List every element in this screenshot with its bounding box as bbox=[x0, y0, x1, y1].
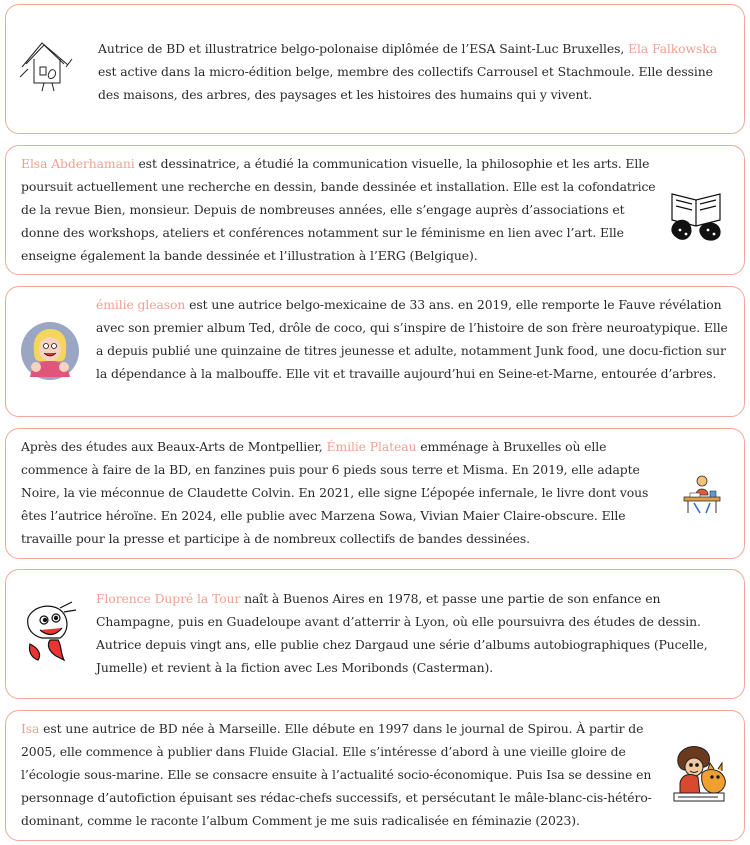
author-card bbox=[5, 286, 745, 417]
author-name: Florence Dupré la Tour bbox=[96, 591, 241, 606]
author-card bbox=[5, 569, 745, 699]
sketch-house-drawing-icon bbox=[16, 37, 76, 97]
person-at-desk-icon bbox=[680, 473, 726, 515]
author-bio: Après des études aux Beaux-Arts de Montpellier, Émilie Plateau emménage à Bruxelles où elle commence à faire de la BD, en fanzines puis pour 6 pieds sous terre et Misma. En 2019, elle adapte Noire, la vie méconnue de Claudette Colvin. En 2021, elle signe L’épopée infernale, le livre dont vous êtes l’autrice héroïne. En 2024, elle publie avec Marzena Sowa, Vivian Maier Claire-obscure. Elle travaille pour la presse et participe à de nombreux collectifs de bandes dessinées. bbox=[21, 439, 649, 546]
cartoon-face-icon bbox=[20, 600, 80, 664]
author-name: Émilie Plateau bbox=[326, 439, 417, 454]
author-name: Elsa Abderhamani bbox=[21, 156, 135, 171]
reading-person-icon bbox=[666, 184, 726, 244]
author-name: Isa bbox=[21, 721, 40, 736]
author-card bbox=[5, 4, 745, 134]
author-name: émilie gleason bbox=[96, 297, 186, 312]
portrait-avatar-icon bbox=[20, 321, 80, 381]
author-bio: Autrice de BD et illustratrice belgo-polonaise diplômée de l’ESA Saint-Luc Bruxelles, Ela Falkowska est active dans la micro-édition belge, membre des collectifs Carrousel et Stachmoule. Elle dessine des maisons, des arbres, des paysages et les histoires des humains qui y vivent. bbox=[98, 41, 717, 102]
author-bio: Elsa Abderhamani est dessinatrice, a étudié la communication visuelle, la philosophie et les arts. Elle poursuit actuellement une recherche en dessin, bande dessinée et installation. Elle est la cofondatrice de la revue Bien, monsieur. Depuis de nombreuses années, elle s’engage auprès d’associations et donne des workshops, ateliers et conférences notamment sur le féminisme en lien avec l’art. Elle enseigne également la bande dessinée et l’illustration à l’ERG (Belgique). bbox=[21, 156, 656, 263]
author-bio: émilie gleason est une autrice belgo-mexicaine de 33 ans. en 2019, elle remporte le Fauve révélation avec son premier album Ted, drôle de coco, qui s’inspire de l’histoire de son frère neuroatypique. Elle a depuis publié une quinzaine de titres jeunesse et adulte, notamment Junk food, une docu-fiction sur la dépendance à la malbouffe. Elle vit et travaille aujourd’hui en Seine-et-Marne, entourée d’arbres. bbox=[96, 297, 728, 381]
author-bio: Isa est une autrice de BD née à Marseille. Elle débute en 1997 dans le journal de Spirou. À partir de 2005, elle commence à publier dans Fluide Glacial. Elle s’intéresse d’abord à une vieille gloire de l’écologie sous-marine. Elle se consacre ensuite à l’actualité socio-économique. Puis Isa se dessine en personnage d’autofiction épuisant ses rédac-chefs successifs, et persécutant le mâle-blanc-cis-hétéro-dominant, comme le raconte l’album Comment je me suis radicalisée en féminazie (2023). bbox=[21, 721, 652, 828]
author-card bbox=[5, 710, 745, 841]
author-card bbox=[5, 428, 745, 559]
author-bio: Florence Dupré la Tour naît à Buenos Aires en 1978, et passe une partie de son enfance en Champagne, puis en Guadeloupe avant d’atterrir à Lyon, où elle poursuivra des études de dessin. Autrice depuis vingt ans, elle publie chez Dargaud une série d’albums autobiographiques (Pucelle, Jumelle) et revient à la fiction avec Les Moribonds (Casterman). bbox=[96, 591, 708, 675]
author-name: Ela Falkowska bbox=[628, 41, 717, 56]
author-card bbox=[5, 145, 745, 275]
cartoon-character-with-cat-icon bbox=[668, 743, 732, 805]
